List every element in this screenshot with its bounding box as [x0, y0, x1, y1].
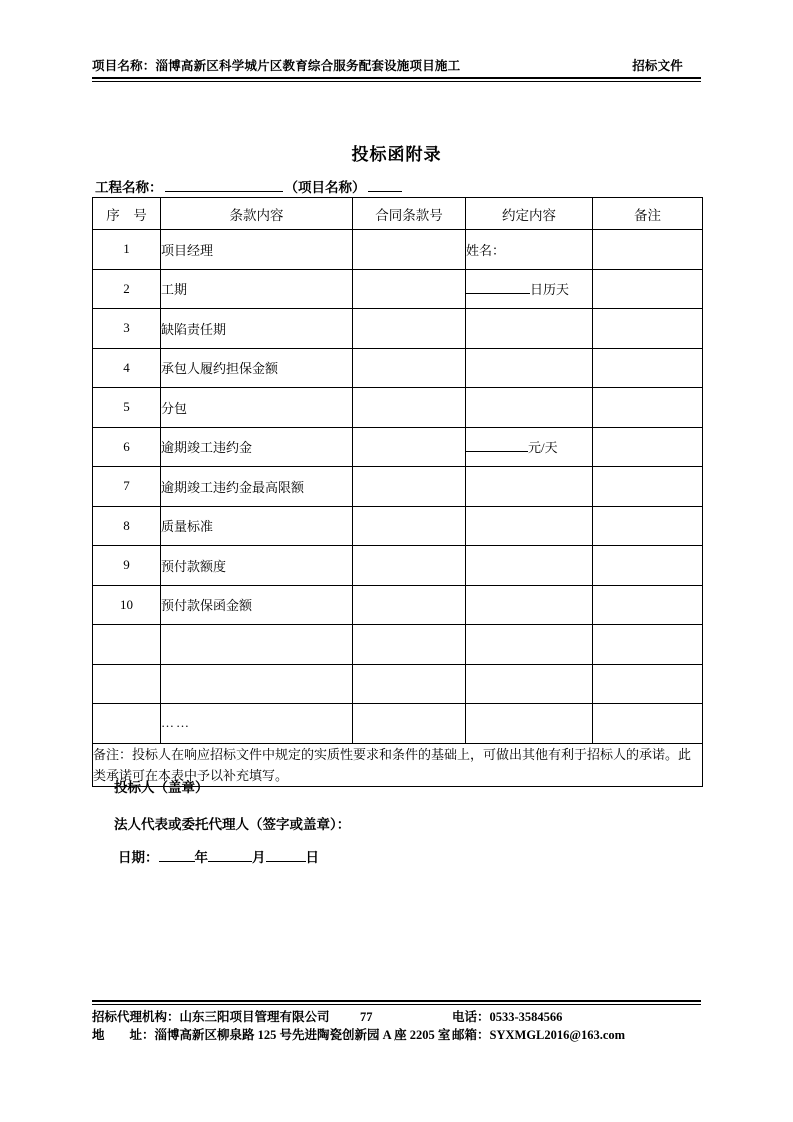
cell-item-ellipsis: ……	[161, 704, 353, 744]
table-row	[93, 269, 703, 309]
cell-clause[interactable]	[353, 467, 466, 507]
date-month-label: 月	[252, 850, 266, 865]
date-label: 日期：	[118, 850, 159, 865]
cell-note[interactable]	[593, 427, 703, 467]
table-row	[93, 427, 703, 467]
bid-appendix-table-wrap	[92, 197, 702, 787]
footer-tel-value: 0533-3584566	[489, 1009, 563, 1024]
cell-no: 2	[93, 269, 161, 309]
agreement-suffix: 日历天	[530, 282, 570, 298]
page-footer	[92, 1000, 701, 1044]
cell-item: 逾期竣工违约金	[161, 427, 353, 467]
project-name-blank[interactable]	[165, 191, 283, 192]
cell-agreement[interactable]	[466, 230, 593, 270]
cell-agreement[interactable]	[466, 506, 593, 546]
agreement-suffix: 元/天	[528, 440, 558, 456]
cell-agreement[interactable]	[466, 546, 593, 586]
cell-clause[interactable]	[353, 664, 466, 704]
cell-note[interactable]	[593, 348, 703, 388]
cell-clause[interactable]	[353, 625, 466, 665]
cell-note[interactable]	[593, 309, 703, 349]
table-header-row	[93, 198, 703, 230]
cell-clause[interactable]	[353, 348, 466, 388]
cell-no: 3	[93, 309, 161, 349]
table-remark: 备注：投标人在响应招标文件中规定的实质性要求和条件的基础上，可做出其他有利于招标人的承诺。此类承诺可在本表中予以补充填写。	[93, 743, 703, 787]
cell-no: 7	[93, 467, 161, 507]
col-header-no: 序 号	[93, 198, 161, 230]
project-name-hint: （项目名称）	[284, 180, 366, 195]
cell-item: 承包人履约担保金额	[161, 348, 353, 388]
table-row	[93, 309, 703, 349]
cell-agreement[interactable]	[466, 309, 593, 349]
cell-item: 预付款保函金额	[161, 585, 353, 625]
table-row	[93, 388, 703, 428]
project-name-label: 工程名称：	[95, 180, 163, 195]
cell-no: 9	[93, 546, 161, 586]
date-day-label: 日	[305, 850, 319, 865]
header-rule-thick	[92, 77, 701, 79]
table-row	[93, 704, 703, 744]
cell-note[interactable]	[593, 269, 703, 309]
cell-note[interactable]	[593, 704, 703, 744]
date-day-blank[interactable]	[266, 861, 306, 862]
footer-address-value: 淄博高新区柳泉路 125 号先进陶瓷创新园 A 座 2205 室	[154, 1027, 451, 1042]
header-project-name: 项目名称：淄博高新区科学城片区教育综合服务配套设施项目施工	[92, 59, 461, 73]
cell-note[interactable]	[593, 585, 703, 625]
cell-agreement[interactable]	[466, 467, 593, 507]
cell-clause[interactable]	[353, 388, 466, 428]
footer-mail-value: SYXMGL2016@163.com	[489, 1027, 626, 1042]
table-row	[93, 664, 703, 704]
table-row	[93, 467, 703, 507]
table-row	[93, 585, 703, 625]
cell-clause[interactable]	[353, 585, 466, 625]
cell-item: 逾期竣工违约金最高限额	[161, 467, 353, 507]
table-row	[93, 506, 703, 546]
footer-page-number: 77	[360, 1009, 373, 1024]
cell-no: 10	[93, 585, 161, 625]
cell-agreement[interactable]	[466, 427, 593, 467]
cell-no: 1	[93, 230, 161, 270]
cell-agreement[interactable]	[466, 625, 593, 665]
cell-item: 工期	[161, 269, 353, 309]
footer-tel	[452, 1008, 701, 1026]
date-year-label: 年	[194, 850, 208, 865]
cell-agreement[interactable]	[466, 269, 593, 309]
cell-item: 分包	[161, 388, 353, 428]
cell-item: 项目经理	[161, 230, 353, 270]
cell-agreement[interactable]	[466, 388, 593, 428]
footer-mail-label: 邮箱：	[452, 1027, 490, 1042]
cell-clause[interactable]	[353, 704, 466, 744]
table-row	[93, 625, 703, 665]
date-month-blank[interactable]	[208, 861, 252, 862]
project-name-blank-2[interactable]	[368, 191, 402, 192]
cell-note[interactable]	[593, 546, 703, 586]
date-year-blank[interactable]	[159, 861, 195, 862]
page-title: 投标函附录	[351, 145, 442, 164]
footer-row-address	[92, 1026, 701, 1044]
table-row	[93, 546, 703, 586]
date-line	[118, 846, 319, 866]
project-name-line	[95, 176, 402, 196]
footer-agency-label: 招标代理机构：	[92, 1009, 180, 1024]
col-header-item: 条款内容	[161, 198, 353, 230]
cell-agreement[interactable]	[466, 664, 593, 704]
footer-agency	[92, 1008, 360, 1026]
header-doc-type: 招标文件	[632, 59, 683, 73]
cell-agreement[interactable]	[466, 704, 593, 744]
cell-clause[interactable]	[353, 309, 466, 349]
cell-no: 8	[93, 506, 161, 546]
footer-address	[92, 1026, 451, 1044]
cell-item[interactable]	[161, 664, 353, 704]
cell-agreement[interactable]	[466, 585, 593, 625]
cell-no[interactable]	[93, 704, 161, 744]
page-header	[92, 56, 701, 82]
col-header-note: 备注	[593, 198, 703, 230]
footer-spacer	[360, 1026, 452, 1044]
footer-address-label: 地 址：	[92, 1027, 155, 1042]
header-rule-thin	[92, 81, 701, 82]
cell-no: 5	[93, 388, 161, 428]
cell-clause[interactable]	[353, 427, 466, 467]
cell-no[interactable]	[93, 625, 161, 665]
cell-clause[interactable]	[353, 506, 466, 546]
cell-note[interactable]	[593, 625, 703, 665]
cell-clause[interactable]	[353, 269, 466, 309]
bid-appendix-table	[92, 197, 703, 787]
cell-item: 缺陷责任期	[161, 309, 353, 349]
cell-no: 6	[93, 427, 161, 467]
col-header-clause: 合同条款号	[353, 198, 466, 230]
cell-no: 4	[93, 348, 161, 388]
cell-item: 预付款额度	[161, 546, 353, 586]
agreement-blank[interactable]	[466, 293, 530, 294]
cell-no[interactable]	[93, 664, 161, 704]
cell-note[interactable]	[593, 467, 703, 507]
footer-rule-thick	[92, 1000, 701, 1002]
table-row	[93, 230, 703, 270]
footer-tel-label: 电话：	[452, 1009, 490, 1024]
cell-item[interactable]	[161, 625, 353, 665]
bidder-seal-line: 投标人（盖章）	[114, 780, 209, 795]
cell-clause[interactable]	[353, 230, 466, 270]
cell-agreement[interactable]	[466, 348, 593, 388]
cell-note[interactable]	[593, 664, 703, 704]
cell-item: 质量标准	[161, 506, 353, 546]
legal-representative-line: 法人代表或委托代理人（签字或盖章）：	[114, 817, 351, 832]
footer-mail	[452, 1026, 701, 1044]
cell-note[interactable]	[593, 506, 703, 546]
cell-clause[interactable]	[353, 546, 466, 586]
table-row	[93, 348, 703, 388]
footer-agency-value: 山东三阳项目管理有限公司	[179, 1009, 330, 1024]
footer-row-agency	[92, 1008, 701, 1026]
agreement-prefix: 姓名：	[466, 242, 506, 258]
cell-note[interactable]	[593, 388, 703, 428]
cell-note[interactable]	[593, 230, 703, 270]
agreement-blank[interactable]	[466, 451, 528, 452]
col-header-agree: 约定内容	[466, 198, 593, 230]
